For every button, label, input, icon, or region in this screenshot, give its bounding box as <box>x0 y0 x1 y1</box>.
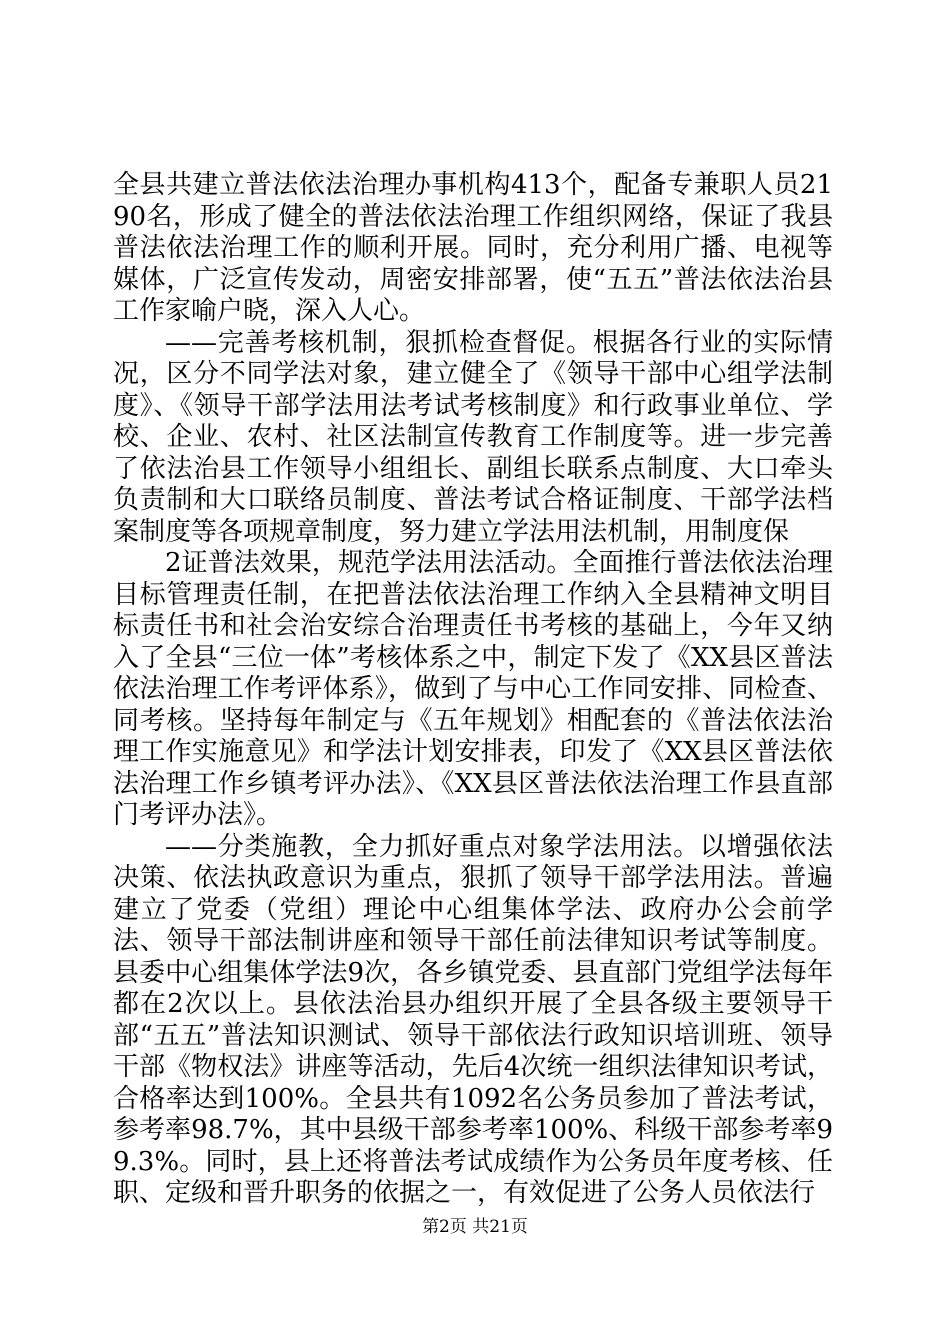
paragraph-2: ——完善考核机制，狠抓检查督促。根据各行业的实际情况，区分不同学法对象，建立健全了《领导干部中心组学法制度》、《领导干部学法用法考试考核制度》和行政事业单位、学校、企业、农村、社区法制宣传教育工作制度等。进一步完善了依法治县工作领导小组组长、副组长联系点制度、大口牵头负责制和大口联络员制度、普法考试合格证制度、干部学法档案制度等各项规章制度，努力建立学法用法机制，用制度保 <box>113 327 833 547</box>
paragraph-4: ——分类施教，全力抓好重点对象学法用法。以增强依法决策、依法执政意识为重点，狠抓了领导干部学法用法。普遍建立了党委（党组）理论中心组集体学法、政府办公会前学法、领导干部法制讲座和领导干部任前法律知识考试等制度。县委中心组集体学法9次，各乡镇党委、县直部门党组学法每年都在2次以上。县依法治县办组织开展了全县各级主要领导干部“五五”普法知识测试、领导干部依法行政知识培训班、领导干部《物权法》讲座等活动，先后4次统一组织法律知识考试，合格率达到100%。全县共有1092名公务员参加了普法考试，参考率98.7%，其中县级干部参考率100%、科级干部参考率99.3%。同时，县上还将普法考试成绩作为公务员年度考核、任职、定级和晋升职务的依据之一，有效促进了公务人员依法行 <box>113 831 833 1208</box>
paragraph-1: 全县共建立普法依法治理办事机构413个，配备专兼职人员2190名，形成了健全的普法依法治理工作组织网络，保证了我县普法依法治理工作的顺利开展。同时，充分利用广播、电视等媒体，广泛宣传发动，周密安排部署，使“五五”普法依法治县工作家喻户晓，深入人心。 <box>113 170 833 326</box>
page-number: 第2页 共21页 <box>422 1217 528 1237</box>
paragraph-3: 2证普法效果，规范学法用法活动。全面推行普法依法治理目标管理责任制，在把普法依法治理工作纳入全县精神文明目标责任书和社会治安综合治理责任书考核的基础上，今年又纳入了全县“三位一体”考核体系之中，制定下发了《XX县区普法依法治理工作考评体系》，做到了与中心工作同安排、同检查、同考核。坚持每年制定与《五年规划》相配套的《普法依法治理工作实施意见》和学法计划安排表，印发了《XX县区普法依法治理工作乡镇考评办法》、《XX县区普法依法治理工作县直部门考评办法》。 <box>113 548 833 830</box>
document-body <box>113 170 833 1210</box>
page-footer <box>0 1216 950 1238</box>
